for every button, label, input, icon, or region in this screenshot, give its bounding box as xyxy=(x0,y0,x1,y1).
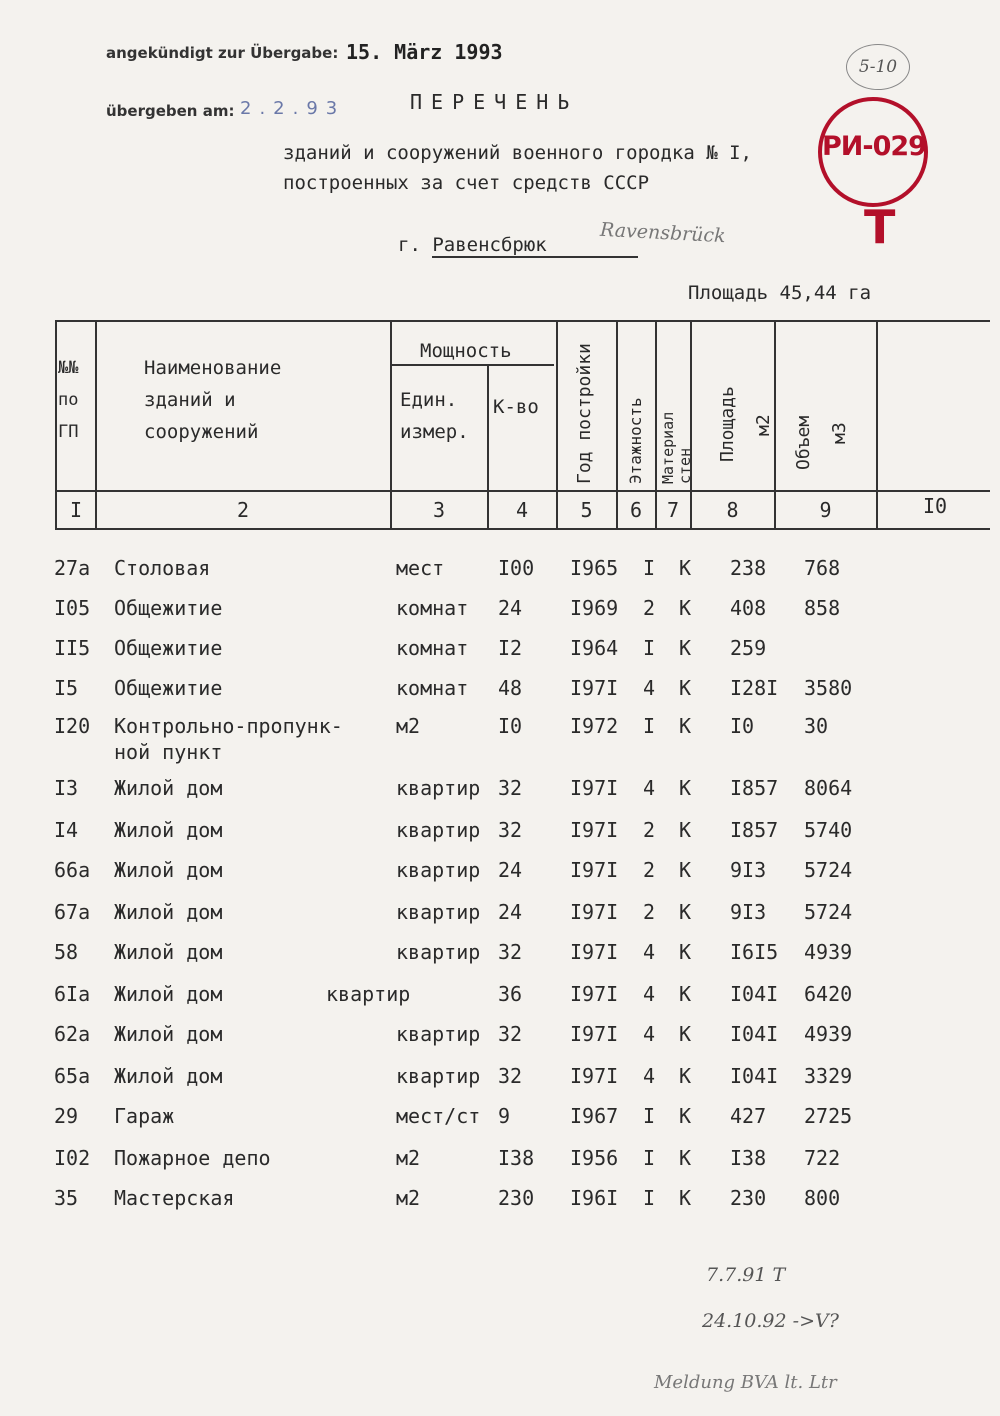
cell-num: 65а xyxy=(54,1064,91,1088)
subtitle-line-2: построенных за счет средств СССР xyxy=(283,172,650,194)
cell-vol: 4939 xyxy=(804,1022,853,1046)
cell-name: Жилой дом xyxy=(114,858,223,882)
column-number: I xyxy=(69,498,83,522)
cell-year: I96I xyxy=(570,1186,619,1210)
cell-floors: 4 xyxy=(643,676,656,700)
cell-floors: 2 xyxy=(643,900,656,924)
header-num: №№ по ГП xyxy=(58,358,79,442)
cell-name-continued: ной пункт xyxy=(114,740,223,764)
cell-area: I28I xyxy=(730,676,779,700)
cell-floors: 2 xyxy=(643,596,656,620)
cell-mat: К xyxy=(679,556,692,580)
cell-year: I97I xyxy=(570,900,619,924)
cell-unit: мест xyxy=(396,556,445,580)
cell-num: I5 xyxy=(54,676,79,700)
cell-mat: К xyxy=(679,1064,692,1088)
cell-floors: 4 xyxy=(643,982,656,1006)
cell-qty: 32 xyxy=(498,1064,523,1088)
cell-area: I04I xyxy=(730,1022,779,1046)
cell-num: I02 xyxy=(54,1146,91,1170)
capacity-underline xyxy=(392,364,554,366)
cell-area: 259 xyxy=(730,636,767,660)
cell-unit: квартир xyxy=(396,1022,481,1046)
cell-unit: комнат xyxy=(396,596,469,620)
note-line-3: Meldung BVA lt. Ltr xyxy=(654,1372,837,1393)
cell-name: Мастерская xyxy=(114,1186,235,1210)
cell-name: Общежитие xyxy=(114,676,223,700)
cell-qty: 32 xyxy=(498,818,523,842)
handed-label: übergeben am: xyxy=(106,102,235,120)
cell-vol: 800 xyxy=(804,1186,841,1210)
cell-name: Жилой дом xyxy=(114,1064,223,1088)
cell-year: I97I xyxy=(570,982,619,1006)
cell-name: Жилой дом xyxy=(114,818,223,842)
cell-mat: К xyxy=(679,714,692,738)
cell-num: I4 xyxy=(54,818,79,842)
cell-vol: 2725 xyxy=(804,1104,853,1128)
cell-year: I972 xyxy=(570,714,619,738)
cell-name: Гараж xyxy=(114,1104,175,1128)
cell-unit: квартир xyxy=(396,776,481,800)
cell-name: Контрольно-пропунк- xyxy=(114,714,343,738)
cell-num: II5 xyxy=(54,636,91,660)
cell-num: 66а xyxy=(54,858,91,882)
cell-year: I956 xyxy=(570,1146,619,1170)
cell-year: I969 xyxy=(570,596,619,620)
cell-mat: К xyxy=(679,858,692,882)
column-number: I0 xyxy=(922,494,948,518)
cell-area: I0 xyxy=(730,714,755,738)
cell-name: Пожарное депо xyxy=(114,1146,271,1170)
cell-floors: I xyxy=(643,636,656,660)
cell-area: I04I xyxy=(730,982,779,1006)
cell-unit: квартир xyxy=(396,818,481,842)
cell-vol: 30 xyxy=(804,714,829,738)
cell-area: 408 xyxy=(730,596,767,620)
cell-vol: 3580 xyxy=(804,676,853,700)
cell-mat: К xyxy=(679,818,692,842)
cell-unit: квартир xyxy=(326,982,411,1006)
cell-area: 427 xyxy=(730,1104,767,1128)
cell-mat: К xyxy=(679,1146,692,1170)
cell-qty: 32 xyxy=(498,776,523,800)
cell-qty: 48 xyxy=(498,676,523,700)
cell-qty: 230 xyxy=(498,1186,535,1210)
cell-year: I964 xyxy=(570,636,619,660)
header-capacity: Мощность xyxy=(420,340,512,362)
cell-unit: мест/ст xyxy=(396,1104,481,1128)
cell-area: I857 xyxy=(730,776,779,800)
table-colnum-border xyxy=(55,528,990,530)
cell-floors: 4 xyxy=(643,1064,656,1088)
cell-unit: м2 xyxy=(396,1146,421,1170)
cell-year: I97I xyxy=(570,858,619,882)
column-number: 9 xyxy=(819,498,832,522)
cell-mat: К xyxy=(679,636,692,660)
cell-vol: 858 xyxy=(804,596,841,620)
cell-floors: 2 xyxy=(643,858,656,882)
cell-unit: квартир xyxy=(396,940,481,964)
cell-area: 230 xyxy=(730,1186,767,1210)
cell-floors: I xyxy=(643,556,656,580)
cell-name: Общежитие xyxy=(114,636,223,660)
seal-code: РИ-029 xyxy=(822,131,926,162)
cell-mat: К xyxy=(679,940,692,964)
cell-floors: I xyxy=(643,714,656,738)
cell-floors: 4 xyxy=(643,1022,656,1046)
cell-num: 6Iа xyxy=(54,982,91,1006)
document-title: ПЕРЕЧЕНЬ xyxy=(410,90,579,114)
cell-vol: 5724 xyxy=(804,900,853,924)
cell-floors: I xyxy=(643,1146,656,1170)
cell-num: I20 xyxy=(54,714,91,738)
cell-unit: квартир xyxy=(396,858,481,882)
cell-num: 29 xyxy=(54,1104,79,1128)
column-number: 6 xyxy=(629,498,643,522)
cell-floors: I xyxy=(643,1186,656,1210)
cell-name: Жилой дом xyxy=(114,1022,223,1046)
cell-qty: 9 xyxy=(498,1104,511,1128)
announced-label: angekündigt zur Übergabe: xyxy=(106,44,339,62)
handed-date: 2.2.93 xyxy=(240,98,346,119)
cell-name: Общежитие xyxy=(114,596,223,620)
header-qty: К-во xyxy=(493,396,539,418)
city-handwritten: Ravensbrück xyxy=(599,218,727,248)
table-top-border xyxy=(55,320,990,322)
column-number: 8 xyxy=(726,498,739,522)
city-underline xyxy=(432,256,638,258)
cell-area: I857 xyxy=(730,818,779,842)
cell-area: 238 xyxy=(730,556,767,580)
cell-floors: 4 xyxy=(643,776,656,800)
cell-qty: 24 xyxy=(498,596,523,620)
cell-name: Жилой дом xyxy=(114,982,223,1006)
header-volume: Объем м3 xyxy=(793,415,850,470)
header-area: Площадь м2 xyxy=(717,386,774,462)
cell-mat: К xyxy=(679,1186,692,1210)
header-material: Материал стен xyxy=(659,411,694,484)
cell-name: Столовая xyxy=(114,556,211,580)
cell-vol: 8064 xyxy=(804,776,853,800)
cell-qty: 36 xyxy=(498,982,523,1006)
cell-year: I97I xyxy=(570,940,619,964)
cell-year: I97I xyxy=(570,676,619,700)
red-seal xyxy=(818,97,928,207)
cell-num: 27а xyxy=(54,556,91,580)
cell-floors: I xyxy=(643,1104,656,1128)
column-number: 5 xyxy=(580,498,593,522)
cell-qty: I2 xyxy=(498,636,523,660)
cell-num: I3 xyxy=(54,776,79,800)
cell-mat: К xyxy=(679,596,692,620)
cell-num: 58 xyxy=(54,940,79,964)
header-year: Год постройки xyxy=(574,343,595,484)
cell-mat: К xyxy=(679,900,692,924)
cell-name: Жилой дом xyxy=(114,940,223,964)
cell-vol: 4939 xyxy=(804,940,853,964)
cell-vol: 6420 xyxy=(804,982,853,1006)
cell-unit: квартир xyxy=(396,900,481,924)
cell-area: I6I5 xyxy=(730,940,779,964)
cell-floors: 2 xyxy=(643,818,656,842)
cell-area: 9I3 xyxy=(730,858,767,882)
column-number: 7 xyxy=(666,498,680,522)
cell-name: Жилой дом xyxy=(114,776,223,800)
header-floors: Этажность xyxy=(626,397,645,484)
cell-unit: комнат xyxy=(396,636,469,660)
cell-year: I965 xyxy=(570,556,619,580)
cell-qty: I0 xyxy=(498,714,523,738)
total-area: Площадь 45,44 га xyxy=(688,282,872,304)
cell-num: 35 xyxy=(54,1186,79,1210)
cell-area: 9I3 xyxy=(730,900,767,924)
cell-area: I04I xyxy=(730,1064,779,1088)
cell-year: I97I xyxy=(570,776,619,800)
note-line-2: 24.10.92 ->V? xyxy=(702,1310,839,1332)
header-name: Наименование зданий и сооружений xyxy=(144,357,282,443)
cell-year: I97I xyxy=(570,1064,619,1088)
cell-year: I97I xyxy=(570,818,619,842)
archive-number: 5-10 xyxy=(846,44,910,90)
cell-mat: К xyxy=(679,676,692,700)
cell-mat: К xyxy=(679,1104,692,1128)
header-unit: Един. измер. xyxy=(400,389,469,443)
cell-mat: К xyxy=(679,776,692,800)
cell-vol: 5740 xyxy=(804,818,853,842)
column-number: 2 xyxy=(236,498,250,522)
cell-floors: 4 xyxy=(643,940,656,964)
cell-vol: 722 xyxy=(804,1146,841,1170)
note-line-1: 7.7.91 T xyxy=(706,1264,786,1286)
table-header-border xyxy=(55,490,990,492)
cell-year: I967 xyxy=(570,1104,619,1128)
cell-vol: 3329 xyxy=(804,1064,853,1088)
cell-num: 62а xyxy=(54,1022,91,1046)
col-border xyxy=(876,320,878,530)
cell-qty: I38 xyxy=(498,1146,535,1170)
city: г. Равенсбрюк xyxy=(398,234,547,256)
cell-num: 67а xyxy=(54,900,91,924)
cell-vol: 768 xyxy=(804,556,841,580)
cell-qty: 24 xyxy=(498,858,523,882)
cell-unit: квартир xyxy=(396,1064,481,1088)
cell-unit: м2 xyxy=(396,714,421,738)
cell-area: I38 xyxy=(730,1146,767,1170)
cell-name: Жилой дом xyxy=(114,900,223,924)
cell-vol: 5724 xyxy=(804,858,853,882)
seal-mark: T xyxy=(864,200,896,254)
cell-mat: К xyxy=(679,1022,692,1046)
cell-unit: комнат xyxy=(396,676,469,700)
column-number: 3 xyxy=(432,498,446,522)
column-number: 4 xyxy=(515,498,529,522)
subtitle-line-1: зданий и сооружений военного городка № I, xyxy=(283,142,752,164)
cell-qty: 32 xyxy=(498,940,523,964)
cell-qty: I00 xyxy=(498,556,535,580)
cell-year: I97I xyxy=(570,1022,619,1046)
cell-unit: м2 xyxy=(396,1186,421,1210)
cell-qty: 32 xyxy=(498,1022,523,1046)
announced-date: 15. März 1993 xyxy=(346,40,503,64)
cell-mat: К xyxy=(679,982,692,1006)
cell-qty: 24 xyxy=(498,900,523,924)
cell-num: I05 xyxy=(54,596,91,620)
